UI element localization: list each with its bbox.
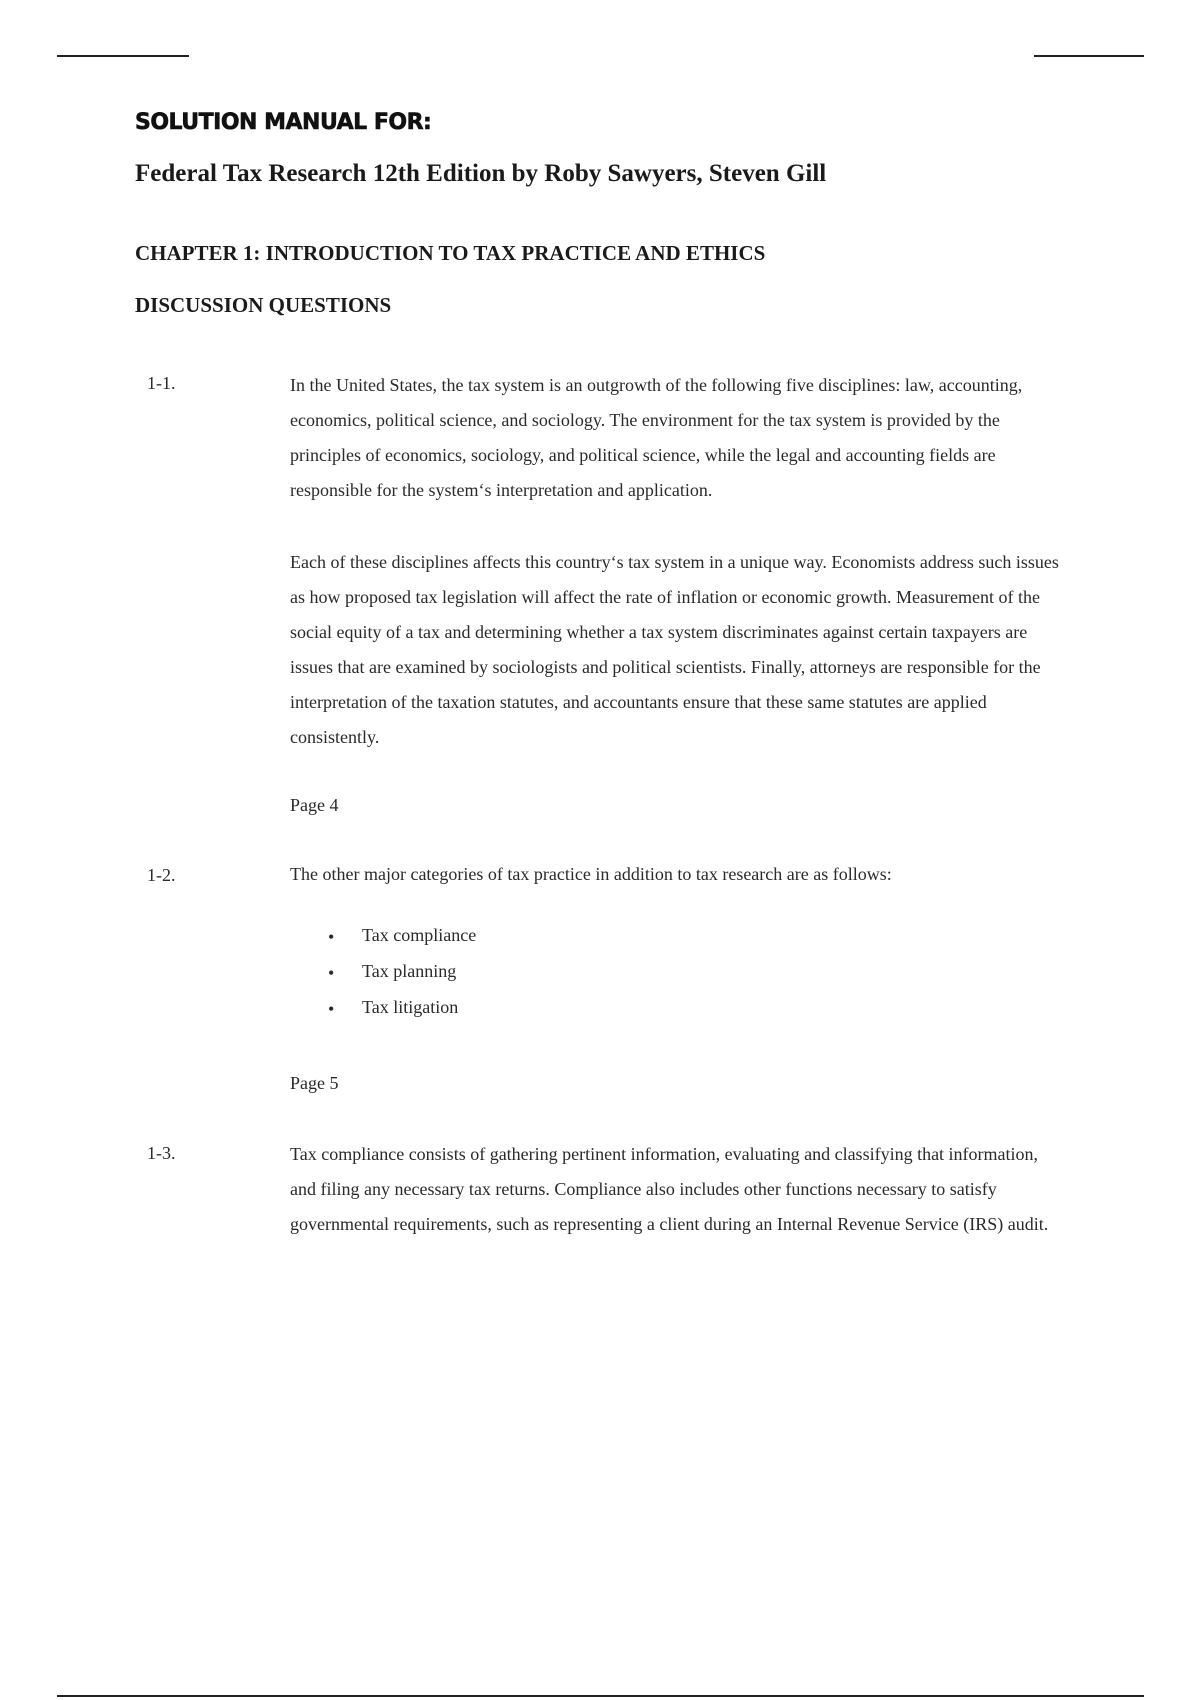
top-left-rule [57, 55, 189, 57]
answer-paragraph: The other major categories of tax practice in addition to tax research are as follows: [290, 864, 892, 884]
answer-paragraph: Each of these disciplines affects this country‘s tax system in a unique way. Economists address such issues as how proposed tax legislation will affect the rate of inflation or economic growth. Measurement of the social equity of a tax and determining whether a tax system discriminates against certain taxpayers are issues that are examined by sociologists and political scientists. Finally, attorneys are responsible for the interpretation of the taxation statutes, and accountants ensure that these same statutes are applied consistently. [290, 552, 1059, 747]
question-number: 1-1. [147, 373, 176, 393]
bullet-icon: • [328, 999, 335, 1019]
answer-paragraph: In the United States, the tax system is an outgrowth of the following five disciplines: law, accounting, economics, political science, and sociology. The environment for the tax system is provided by the principles of economics, sociology, and political science, while the legal and accounting fields are responsible for the system‘s interpretation and application. [290, 375, 1023, 500]
top-right-rule [1034, 55, 1144, 57]
book-title: Federal Tax Research 12th Edition by Roby Sawyers, Steven Gill [135, 160, 827, 187]
list-item-text: Tax planning [362, 961, 457, 981]
answer-paragraph: Tax compliance consists of gathering pertinent information, evaluating and classifying that information, and filing any necessary tax returns. Compliance also includes other functions necessary to satisfy governmental requirements, such as representing a client during an Internal Revenue Service (IRS) audit. [290, 1144, 1049, 1234]
question-number: 1-2. [147, 865, 176, 885]
list-item-text: Tax compliance [362, 925, 477, 945]
bullet-icon: • [328, 963, 335, 983]
chapter-heading: CHAPTER 1: INTRODUCTION TO TAX PRACTICE AND ETHICS [135, 241, 766, 265]
page-reference: Page 4 [290, 795, 339, 815]
page-reference: Page 5 [290, 1073, 339, 1093]
bullet-icon: • [328, 927, 335, 947]
section-heading: DISCUSSION QUESTIONS [135, 293, 392, 317]
manual-label: SOLUTION MANUAL FOR: [135, 110, 432, 135]
bottom-rule [57, 1695, 1144, 1697]
list-item-text: Tax litigation [362, 997, 459, 1017]
question-number: 1-3. [147, 1143, 176, 1163]
